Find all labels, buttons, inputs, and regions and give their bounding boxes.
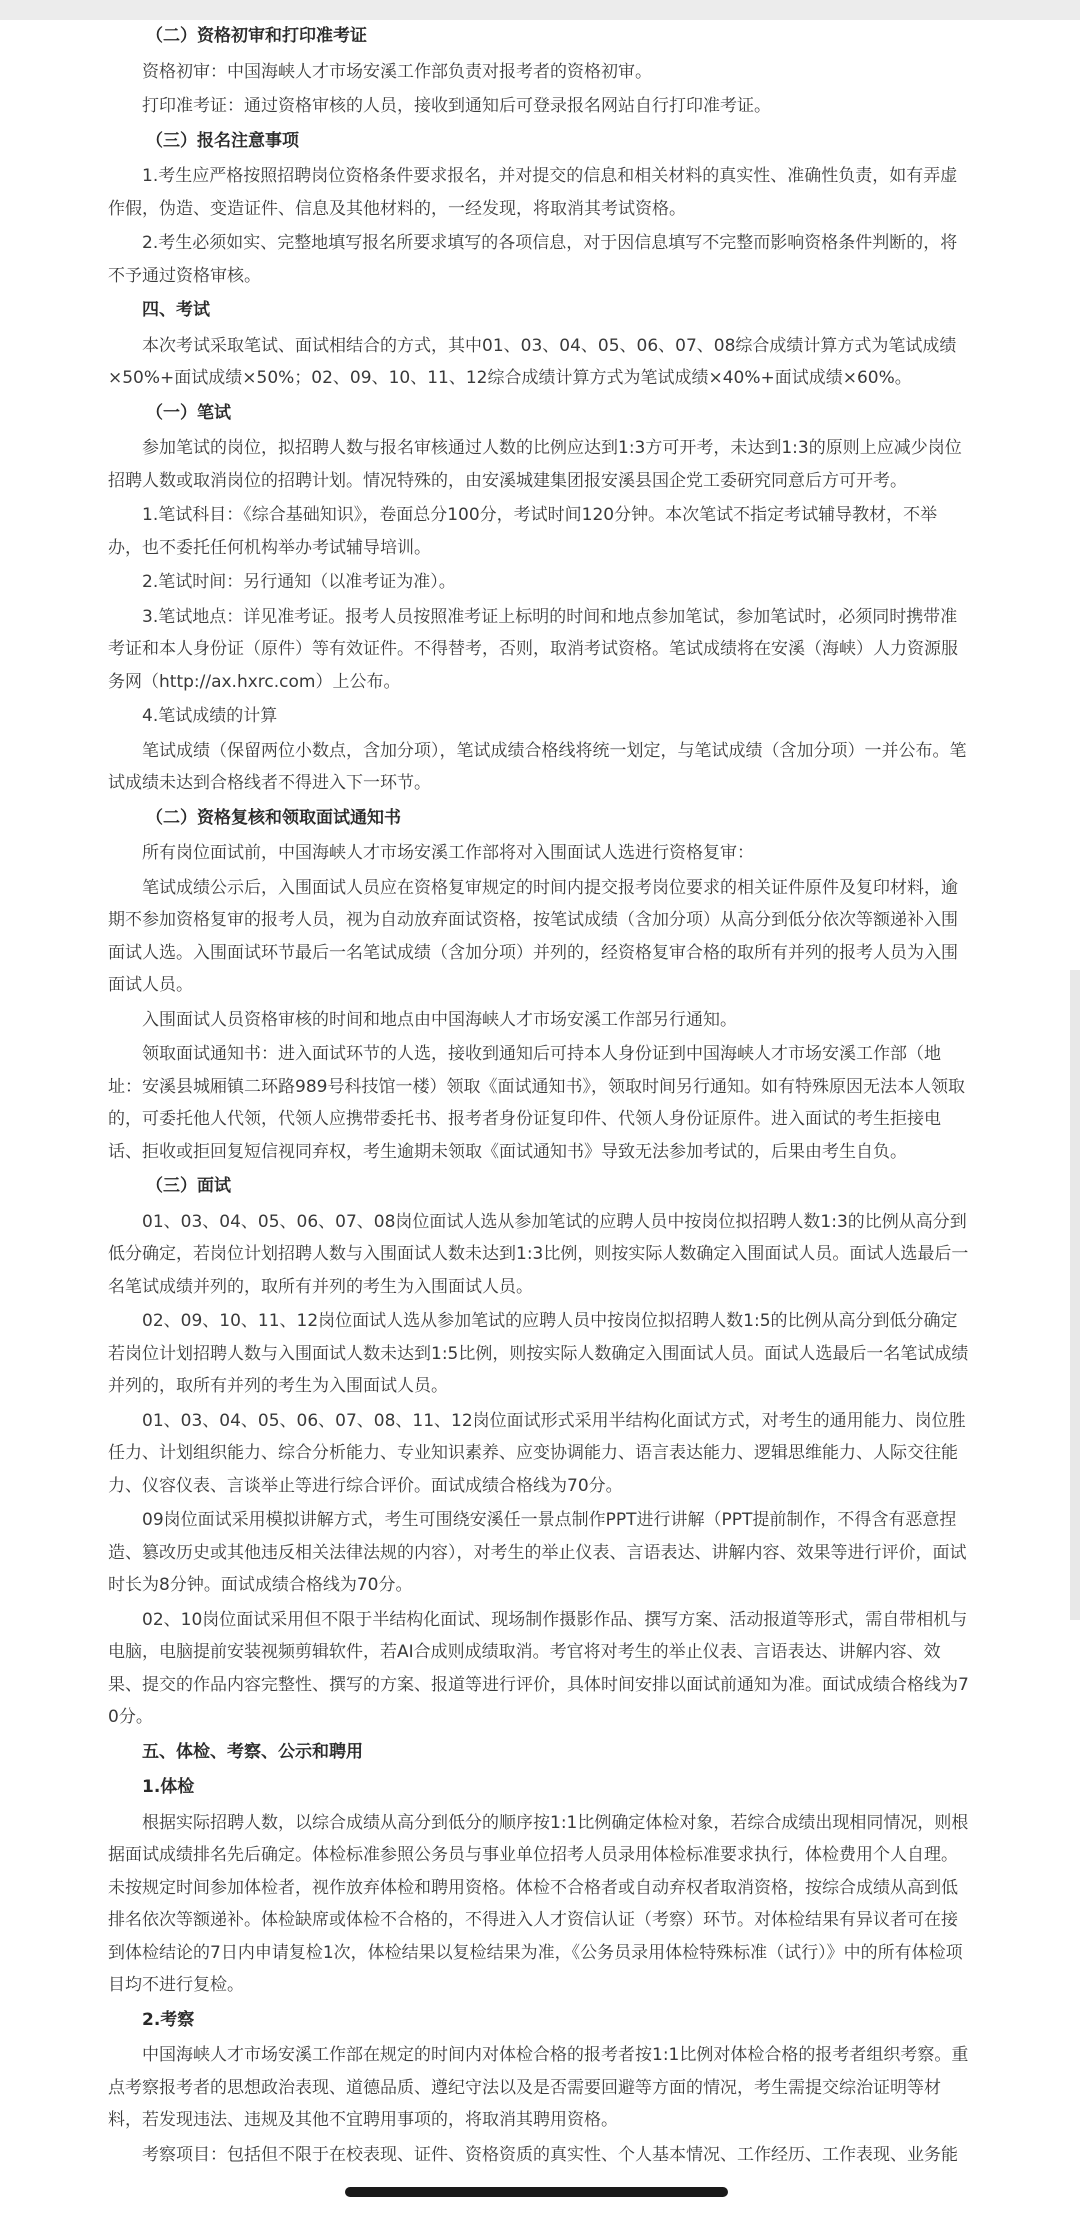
paragraph: 中国海峡人才市场安溪工作部在规定的时间内对体检合格的报考者按1:1比例对体检合格的报考者组织考察。重点考察报考者的思想政治表现、道德品质、遵纪守法以及是否需要回避等方面的情况，考生需提交综治证明等材料，若发现违法、违规及其他不宜聘用事项的，将取消其聘用资格。 bbox=[108, 2045, 969, 2130]
paragraph: 本次考试采取笔试、面试相结合的方式，其中01、03、04、05、06、07、08综合成绩计算方式为笔试成绩×50%+面试成绩×50%；02、09、10、11、12综合成绩计算方式为笔试成绩×40%+面试成绩×60%。 bbox=[108, 335, 957, 388]
paragraph: 考察项目：包括但不限于在校表现、证件、资格资质的真实性、个人基本情况、工作经历、工作表现、业务能 bbox=[142, 2144, 958, 2165]
paragraph: 09岗位面试采用模拟讲解方式，考生可围绕安溪任一景点制作PPT进行讲解（PPT提前制作，不得含有恶意捏造、篡改历史或其他违反相关法律法规的内容），对考生的举止仪表、言语表达、讲解内容、效果等进行评价，面试时长为8分钟。面试成绩合格线为70分。 bbox=[108, 1510, 967, 1595]
paragraph: 2.考生必须如实、完整地填写报名所要求填写的各项信息，对于因信息填写不完整而影响资格条件判断的，将不予通过资格审核。 bbox=[108, 233, 958, 286]
paragraph: 所有岗位面试前，中国海峡人才市场安溪工作部将对入围面试人选进行资格复审： bbox=[142, 843, 754, 863]
paragraph: 01、03、04、05、06、07、08岗位面试人选从参加笔试的应聘人员中按岗位拟招聘人数1:3的比例从高分到低分确定，若岗位计划招聘人数与入围面试人数未达到1:3比例，则按实际人数确定入围面试人员。面试人选最后一名笔试成绩并列的，取所有并列的考生为入围面试人员。 bbox=[108, 1211, 969, 1297]
paragraph: 笔试成绩（保留两位小数点，含加分项），笔试成绩合格线将统一划定，与笔试成绩（含加分项）一并公布。笔试成绩未达到合格线者不得进入下一环节。 bbox=[108, 740, 967, 793]
paragraph: 2.笔试时间：另行通知（以准考证为准）。 bbox=[142, 572, 456, 592]
paragraph: 02、10岗位面试采用但不限于半结构化面试、现场制作摄影作品、撰写方案、活动报道等形式，需自带相机与电脑，电脑提前安装视频剪辑软件，若AI合成则成绩取消。考官将对考生的举止仪表、言语表达、讲解内容、效果、提交的作品内容完整性、撰写的方案、报道等进行评价，具体时间安排以面试前通知为准。面试成绩合格线为70分。 bbox=[108, 1609, 969, 1727]
section-heading: （二）资格初审和打印准考证 bbox=[146, 26, 367, 46]
paragraph: 1.笔试科目：《综合基础知识》，卷面总分100分，考试时间120分钟。本次笔试不指定考试辅导教材，不举办，也不委托任何机构举办考试辅导培训。 bbox=[108, 505, 938, 558]
section-heading: （三）面试 bbox=[146, 1176, 231, 1196]
section-heading: （一）笔试 bbox=[146, 402, 231, 423]
paragraph: 4.笔试成绩的计算 bbox=[142, 706, 278, 726]
section-heading: （三）报名注意事项 bbox=[146, 130, 299, 151]
section-heading: 1.体检 bbox=[142, 1777, 195, 1797]
paragraph: 打印准考证：通过资格审核的人员，接收到通知后可登录报名网站自行打印准考证。 bbox=[142, 96, 771, 116]
paragraph: 1.考生应严格按照招聘岗位资格条件要求报名，并对提交的信息和相关材料的真实性、准确性负责，如有弄虚作假，伪造、变造证件、信息及其他材料的，一经发现，将取消其考试资格。 bbox=[108, 166, 958, 219]
section-heading: 2.考察 bbox=[142, 2009, 195, 2030]
section-heading: 五、体检、考察、公示和聘用 bbox=[142, 1741, 363, 1762]
paragraph: 01、03、04、05、06、07、08、11、12岗位面试形式采用半结构化面试方式，对考生的通用能力、岗位胜任力、计划组织能力、综合分析能力、专业知识素养、应变协调能力、语言表达能力、逻辑思维能力、人际交往能力、仪容仪表、言谈举止等进行综合评价。面试成绩合格线为70分。 bbox=[108, 1410, 966, 1496]
paragraph: 笔试成绩公示后，入围面试人员应在资格复审规定的时间内提交报考岗位要求的相关证件原件及复印材料，逾期不参加资格复审的报考人员，视为自动放弃面试资格，按笔试成绩（含加分项）从高分到低分依次等额递补入围面试人选。入围面试环节最后一名笔试成绩（含加分项）并列的，经资格复审合格的取所有并列的报考人员为入围面试人员。 bbox=[108, 877, 958, 995]
article-page[interactable] bbox=[0, 20, 1080, 2213]
article-content bbox=[108, 20, 970, 2173]
paragraph: 资格初审：中国海峡人才市场安溪工作部负责对报考者的资格初审。 bbox=[142, 61, 652, 82]
section-heading: 四、考试 bbox=[142, 300, 210, 320]
paragraph: 参加笔试的岗位，拟招聘人数与报名审核通过人数的比例应达到1:3方可开考，未达到1:3的原则上应减少岗位招聘人数或取消岗位的招聘计划。情况特殊的，由安溪城建集团报安溪县国企党工委研究同意后方可开考。 bbox=[108, 438, 962, 491]
top-status-strip bbox=[0, 0, 1080, 20]
home-indicator[interactable] bbox=[345, 2187, 728, 2197]
paragraph: 领取面试通知书：进入面试环节的人选，接收到通知后可持本人身份证到中国海峡人才市场安溪工作部（地址：安溪县城厢镇二环路989号科技馆一楼）领取《面试通知书》，领取时间另行通知。如有特殊原因无法本人领取的，可委托他人代领，代领人应携带委托书、报考者身份证复印件、代领人身份证原件。进入面试的考生拒接电话、拒收或拒回复短信视同弃权，考生逾期未领取《面试通知书》导致无法参加考试的，后果由考生自负。 bbox=[108, 1044, 965, 1162]
paragraph: 入围面试人员资格审核的时间和地点由中国海峡人才市场安溪工作部另行通知。 bbox=[142, 1009, 737, 1030]
paragraph: 3.笔试地点：详见准考证。报考人员按照准考证上标明的时间和地点参加笔试，参加笔试时，必须同时携带准考证和本人身份证（原件）等有效证件。不得替考，否则，取消考试资格。笔试成绩将在安溪（海峡）人力资源服务网（http://ax.hxrc.com）上公布。 bbox=[108, 606, 958, 692]
paragraph: 02、09、10、11、12岗位面试人选从参加笔试的应聘人员中按岗位拟招聘人数1:5的比例从高分到低分确定若岗位计划招聘人数与入围面试人数未达到1:5比例，则按实际人数确定入围面试人员。面试人选最后一名笔试成绩并列的，取所有并列的考生为入围面试人员。 bbox=[108, 1311, 969, 1396]
scrollbar[interactable] bbox=[1070, 970, 1080, 1620]
section-heading: （二）资格复核和领取面试通知书 bbox=[146, 807, 401, 828]
paragraph: 根据实际招聘人数，以综合成绩从高分到低分的顺序按1:1比例确定体检对象，若综合成绩出现相同情况，则根据面试成绩排名先后确定。体检标准参照公务员与事业单位招考人员录用体检标准要求执行，体检费用个人自理。未按规定时间参加体检者，视作放弃体检和聘用资格。体检不合格者或自动弃权者取消资格，按综合成绩从高到低排名依次等额递补。体检缺席或体检不合格的，不得进入人才资信认证（考察）环节。对体检结果有异议者可在接到体检结论的7日内申请复检1次，体检结果以复检结果为准，《公务员录用体检特殊标准（试行）》中的所有体检项目均不进行复检。 bbox=[108, 1812, 969, 1995]
